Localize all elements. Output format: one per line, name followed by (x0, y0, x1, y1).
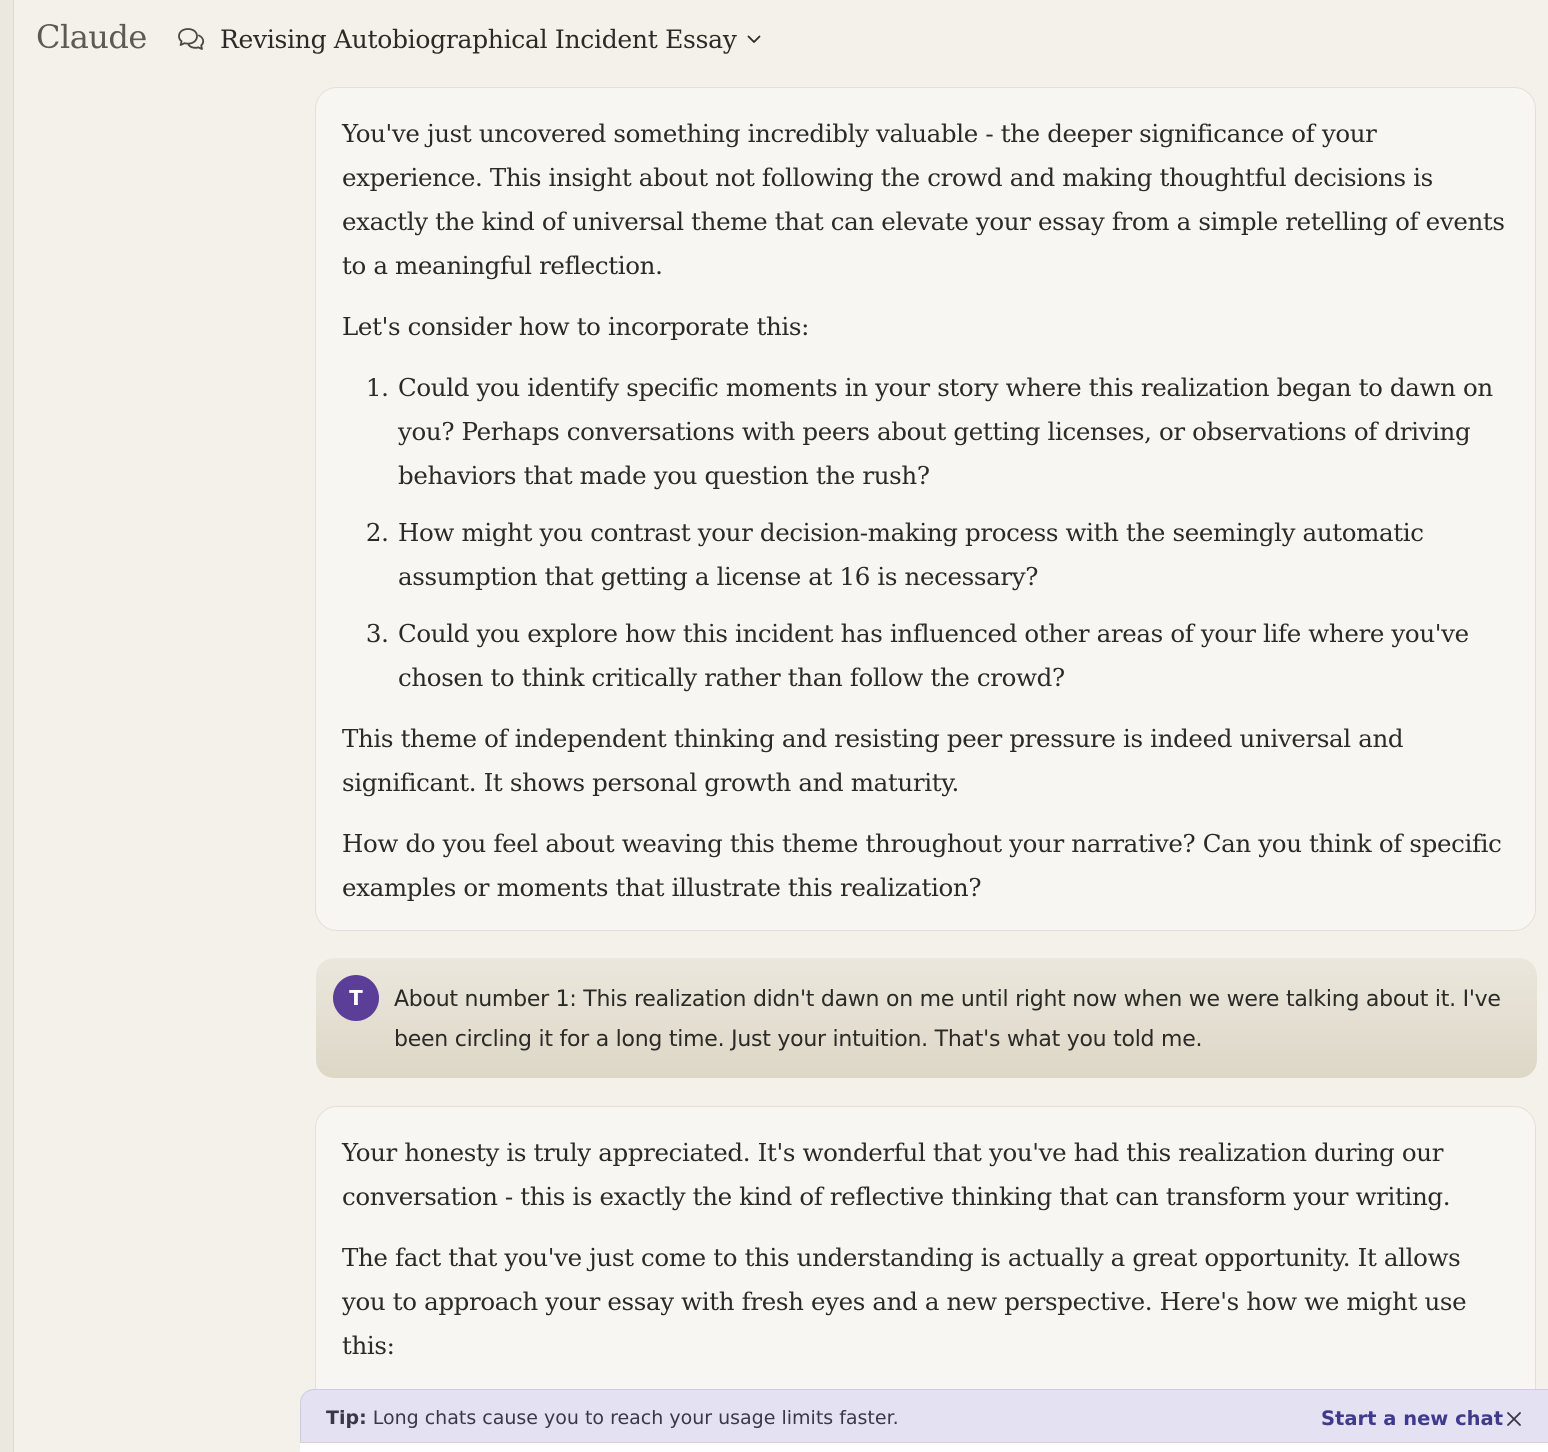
close-icon[interactable] (1503, 1408, 1525, 1430)
message-paragraph: How do you feel about weaving this theme throughout your narrative? Can you think of specific examples or moments that illustrate this realization? (342, 829, 1502, 902)
assistant-message (315, 87, 1536, 931)
tip-text (326, 1407, 899, 1429)
list-item: 1. Could you identify specific moments in your story where this realization began to dawn on you? Perhaps conversations with peers about getting licenses, or observations of driving behaviors that made you question the rush? (396, 366, 1509, 498)
header (14, 0, 1548, 78)
chat-bubbles-icon (176, 24, 206, 54)
message-paragraph: This theme of independent thinking and resisting peer pressure is indeed universal and significant. It shows personal growth and maturity. (342, 724, 1404, 797)
chat-title: Revising Autobiographical Incident Essay (220, 24, 737, 54)
message-paragraph: Let's consider how to incorporate this: (342, 312, 810, 341)
tip-message: Long chats cause you to reach your usage limits faster. (372, 1407, 899, 1429)
message-paragraph: You've just uncovered something incredibly valuable - the deeper significance of your experience. This insight about not following the crowd and making thoughtful decisions is exactly the kind of universal theme that can elevate your essay from a simple retelling of events to a meaningful reflection. (342, 119, 1505, 280)
tip-label: Tip: (326, 1407, 367, 1429)
chevron-down-icon (745, 30, 763, 48)
sidebar-rail[interactable] (0, 0, 14, 1452)
avatar: T (333, 975, 379, 1021)
numbered-list (342, 366, 1509, 700)
message-paragraph: The fact that you've just come to this understanding is actually a great opportunity. It allows you to approach your essay with fresh eyes and a new perspective. Here's how we might use this: (342, 1243, 1467, 1360)
list-item: 3. Could you explore how this incident has influenced other areas of your life where you've chosen to think critically rather than follow the crowd? (396, 612, 1509, 700)
message-paragraph: Your honesty is truly appreciated. It's wonderful that you've had this realization during our conversation - this is exactly the kind of reflective thinking that can transform your writing. (342, 1138, 1451, 1211)
brand-logo[interactable]: Claude (36, 18, 147, 56)
user-message-text: About number 1: This realization didn't dawn on me until right now when we were talking about it. I've been circling it for a long time. Just your intuition. That's what you told me. (394, 987, 1501, 1052)
list-item: 2. How might you contrast your decision-making process with the seemingly automatic assumption that getting a license at 16 is necessary? (396, 511, 1509, 599)
message-composer[interactable] (300, 1442, 1548, 1452)
start-new-chat-button[interactable]: Start a new chat (1321, 1407, 1504, 1430)
chat-title-menu[interactable] (176, 20, 763, 58)
user-message (316, 958, 1537, 1078)
